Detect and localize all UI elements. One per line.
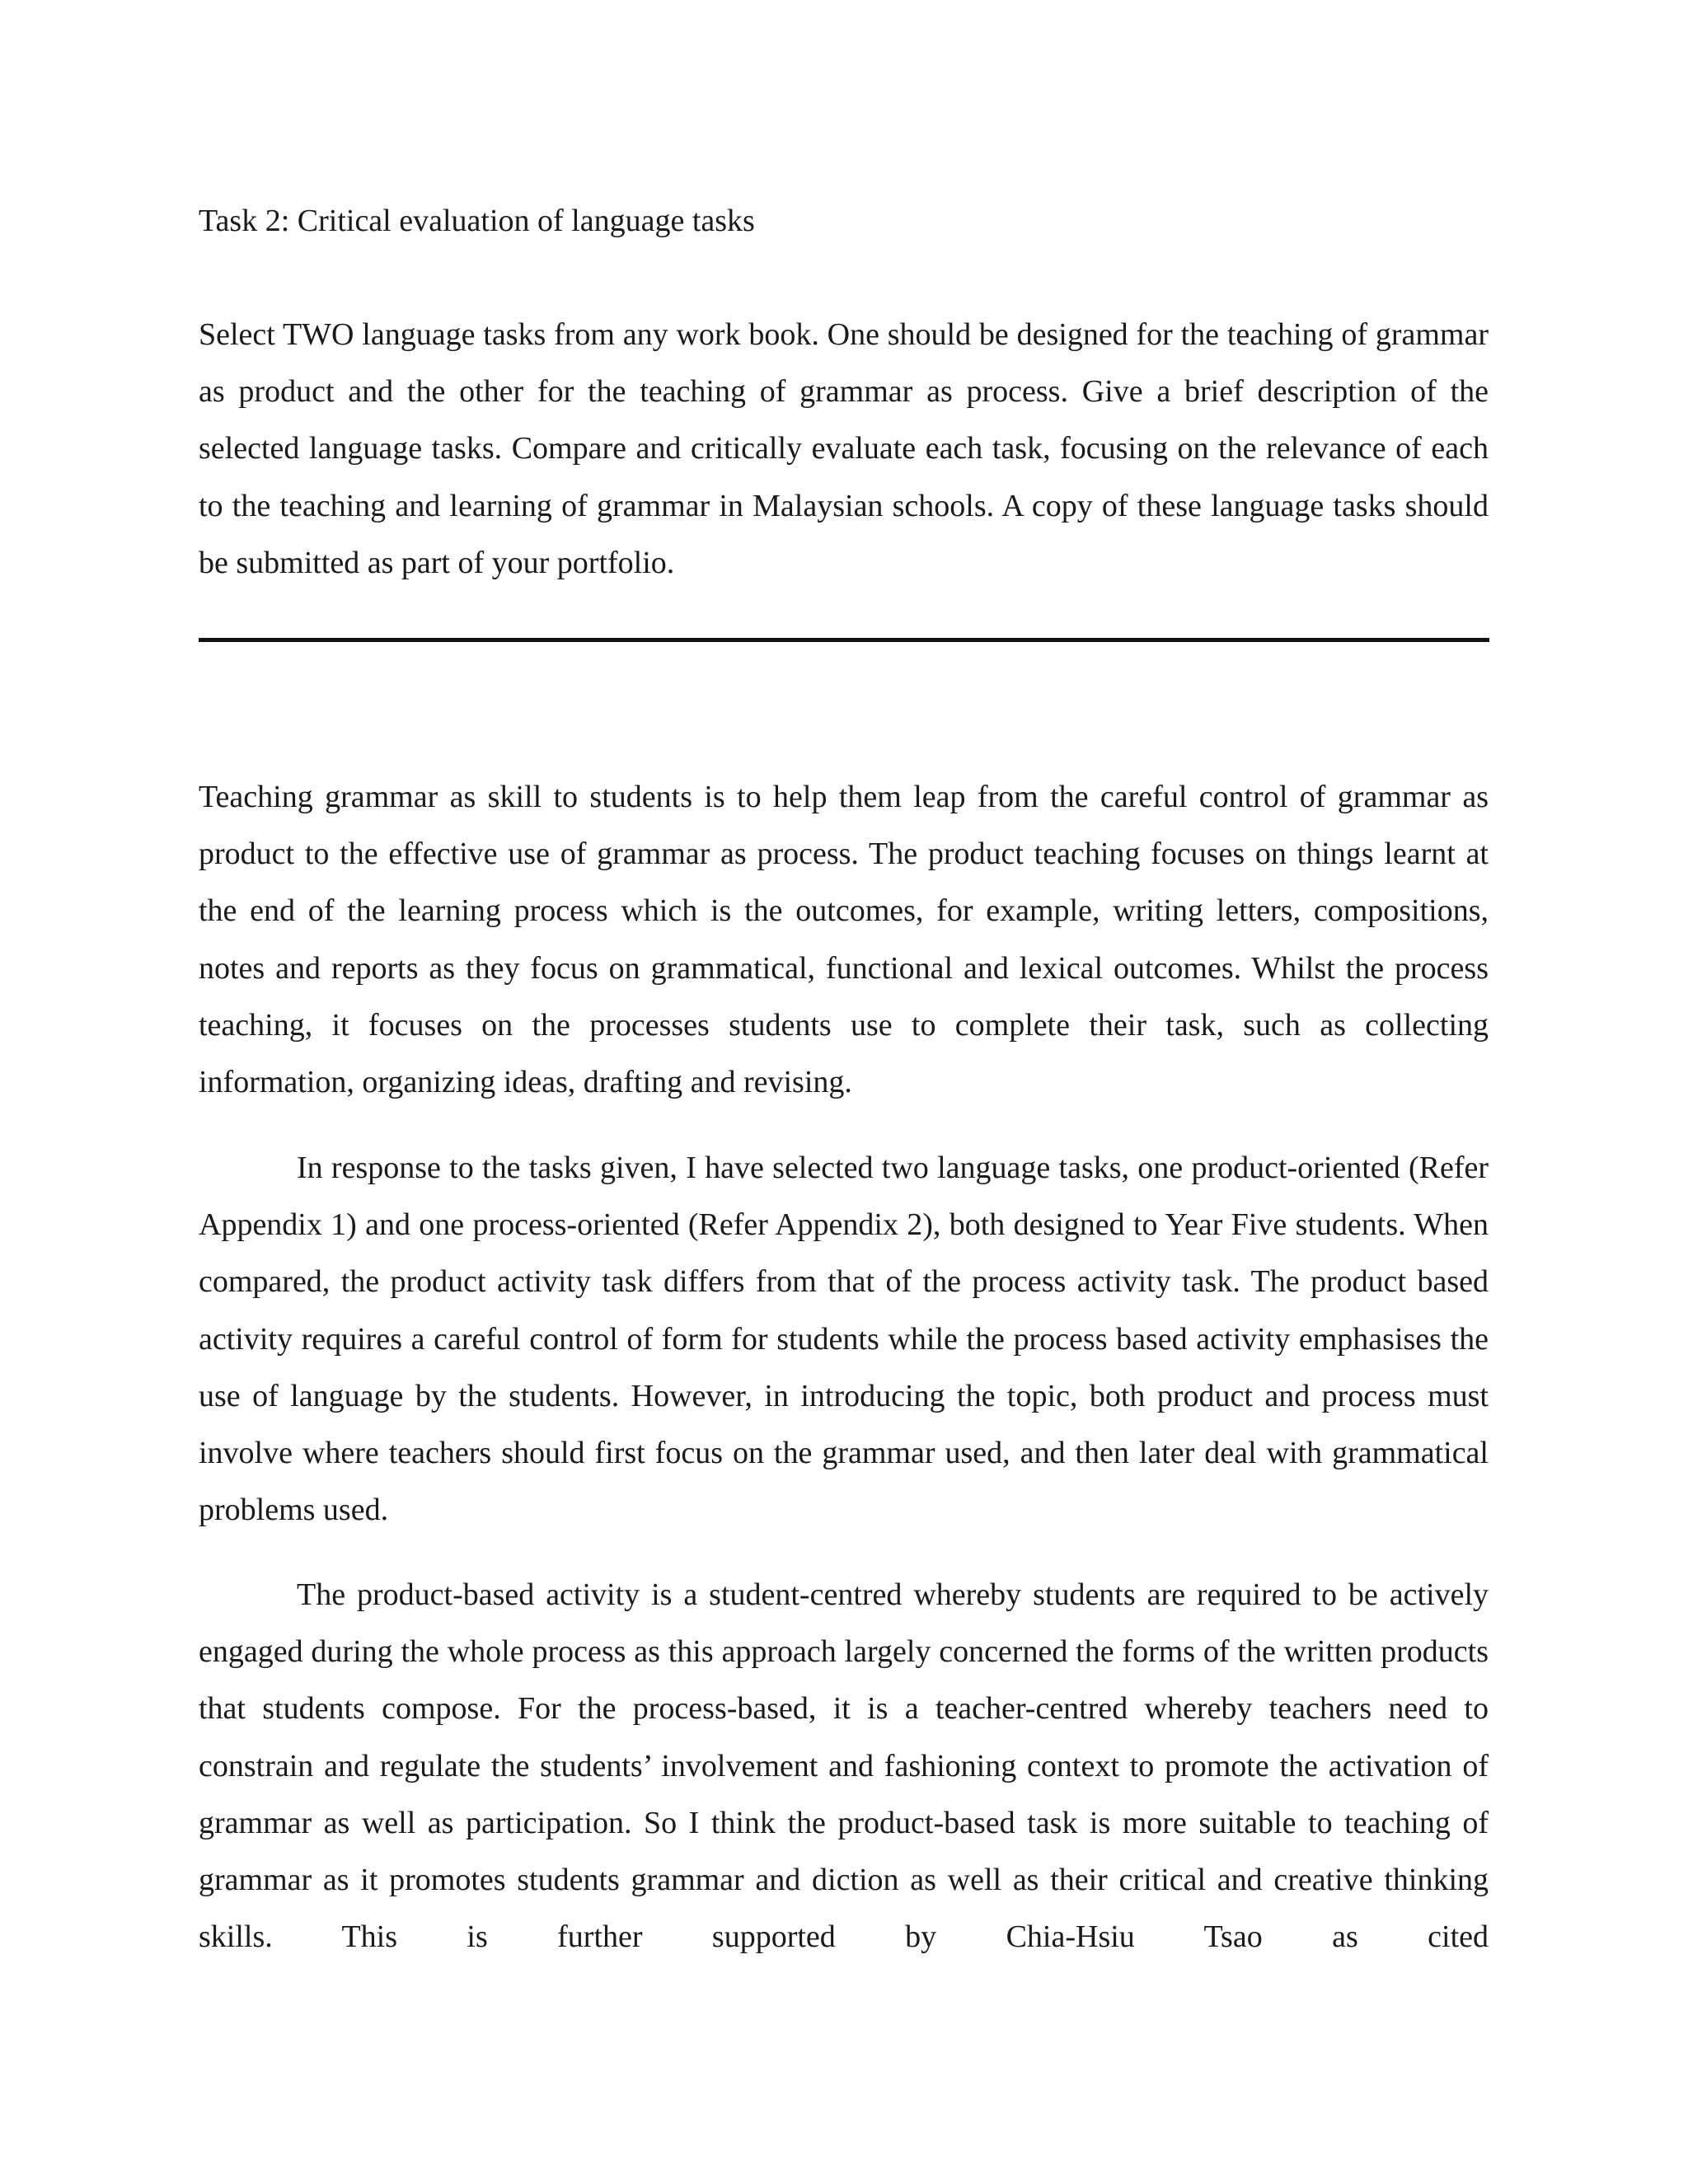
essay-paragraph-3: The product-based activity is a student-centred whereby students are required to be actively engaged during the whole process as this approach largely concerned the forms of the written products that students compose. For the process-based, it is a teacher-centred whereby teachers need to constrain and regulate the students’ involvement and fashioning context to promote the activation of grammar as well as participation. So I think the product-based task is more suitable to teaching of grammar as it promotes students grammar and diction as well as their critical and creative thinking skills. This is further supported by Chia-Hsiu Tsao as cited	[199, 1577, 1489, 1955]
essay-paragraph-2: In response to the tasks given, I have selected two language tasks, one product-oriented (Refer Appendix 1) and one process-oriented (Refer Appendix 2), both designed to Year Five students. When compared, the product activity task differs from that of the process activity task. The product based activity requires a careful control of form for students while the process based activity emphasises the use of language by the students. However, in introducing the topic, both product and process must involve where teachers should first focus on the grammar used, and then later deal with grammatical problems used.	[199, 1151, 1489, 1528]
task-title: Task 2: Critical evaluation of language tasks	[199, 204, 755, 238]
section-divider	[199, 638, 1489, 642]
task-instructions: Select TWO language tasks from any work book. One should be designed for the teaching of grammar as product and the other for the teaching of grammar as process. Give a brief description of the selected language tasks. Compare and critically evaluate each task, focusing on the relevance of each to the teaching and learning of grammar in Malaysian schools. A copy of these language tasks should be submitted as part of your portfolio.	[199, 317, 1489, 580]
essay-paragraph-1: Teaching grammar as skill to students is to help them leap from the careful control of grammar as product to the effective use of grammar as process. The product teaching focuses on things learnt at the end of the learning process which is the outcomes, for example, writing letters, compositions, notes and reports as they focus on grammatical, functional and lexical outcomes. Whilst the process teaching, it focuses on the processes students use to complete their task, such as collecting information, organizing ideas, drafting and revising.	[199, 780, 1489, 1100]
